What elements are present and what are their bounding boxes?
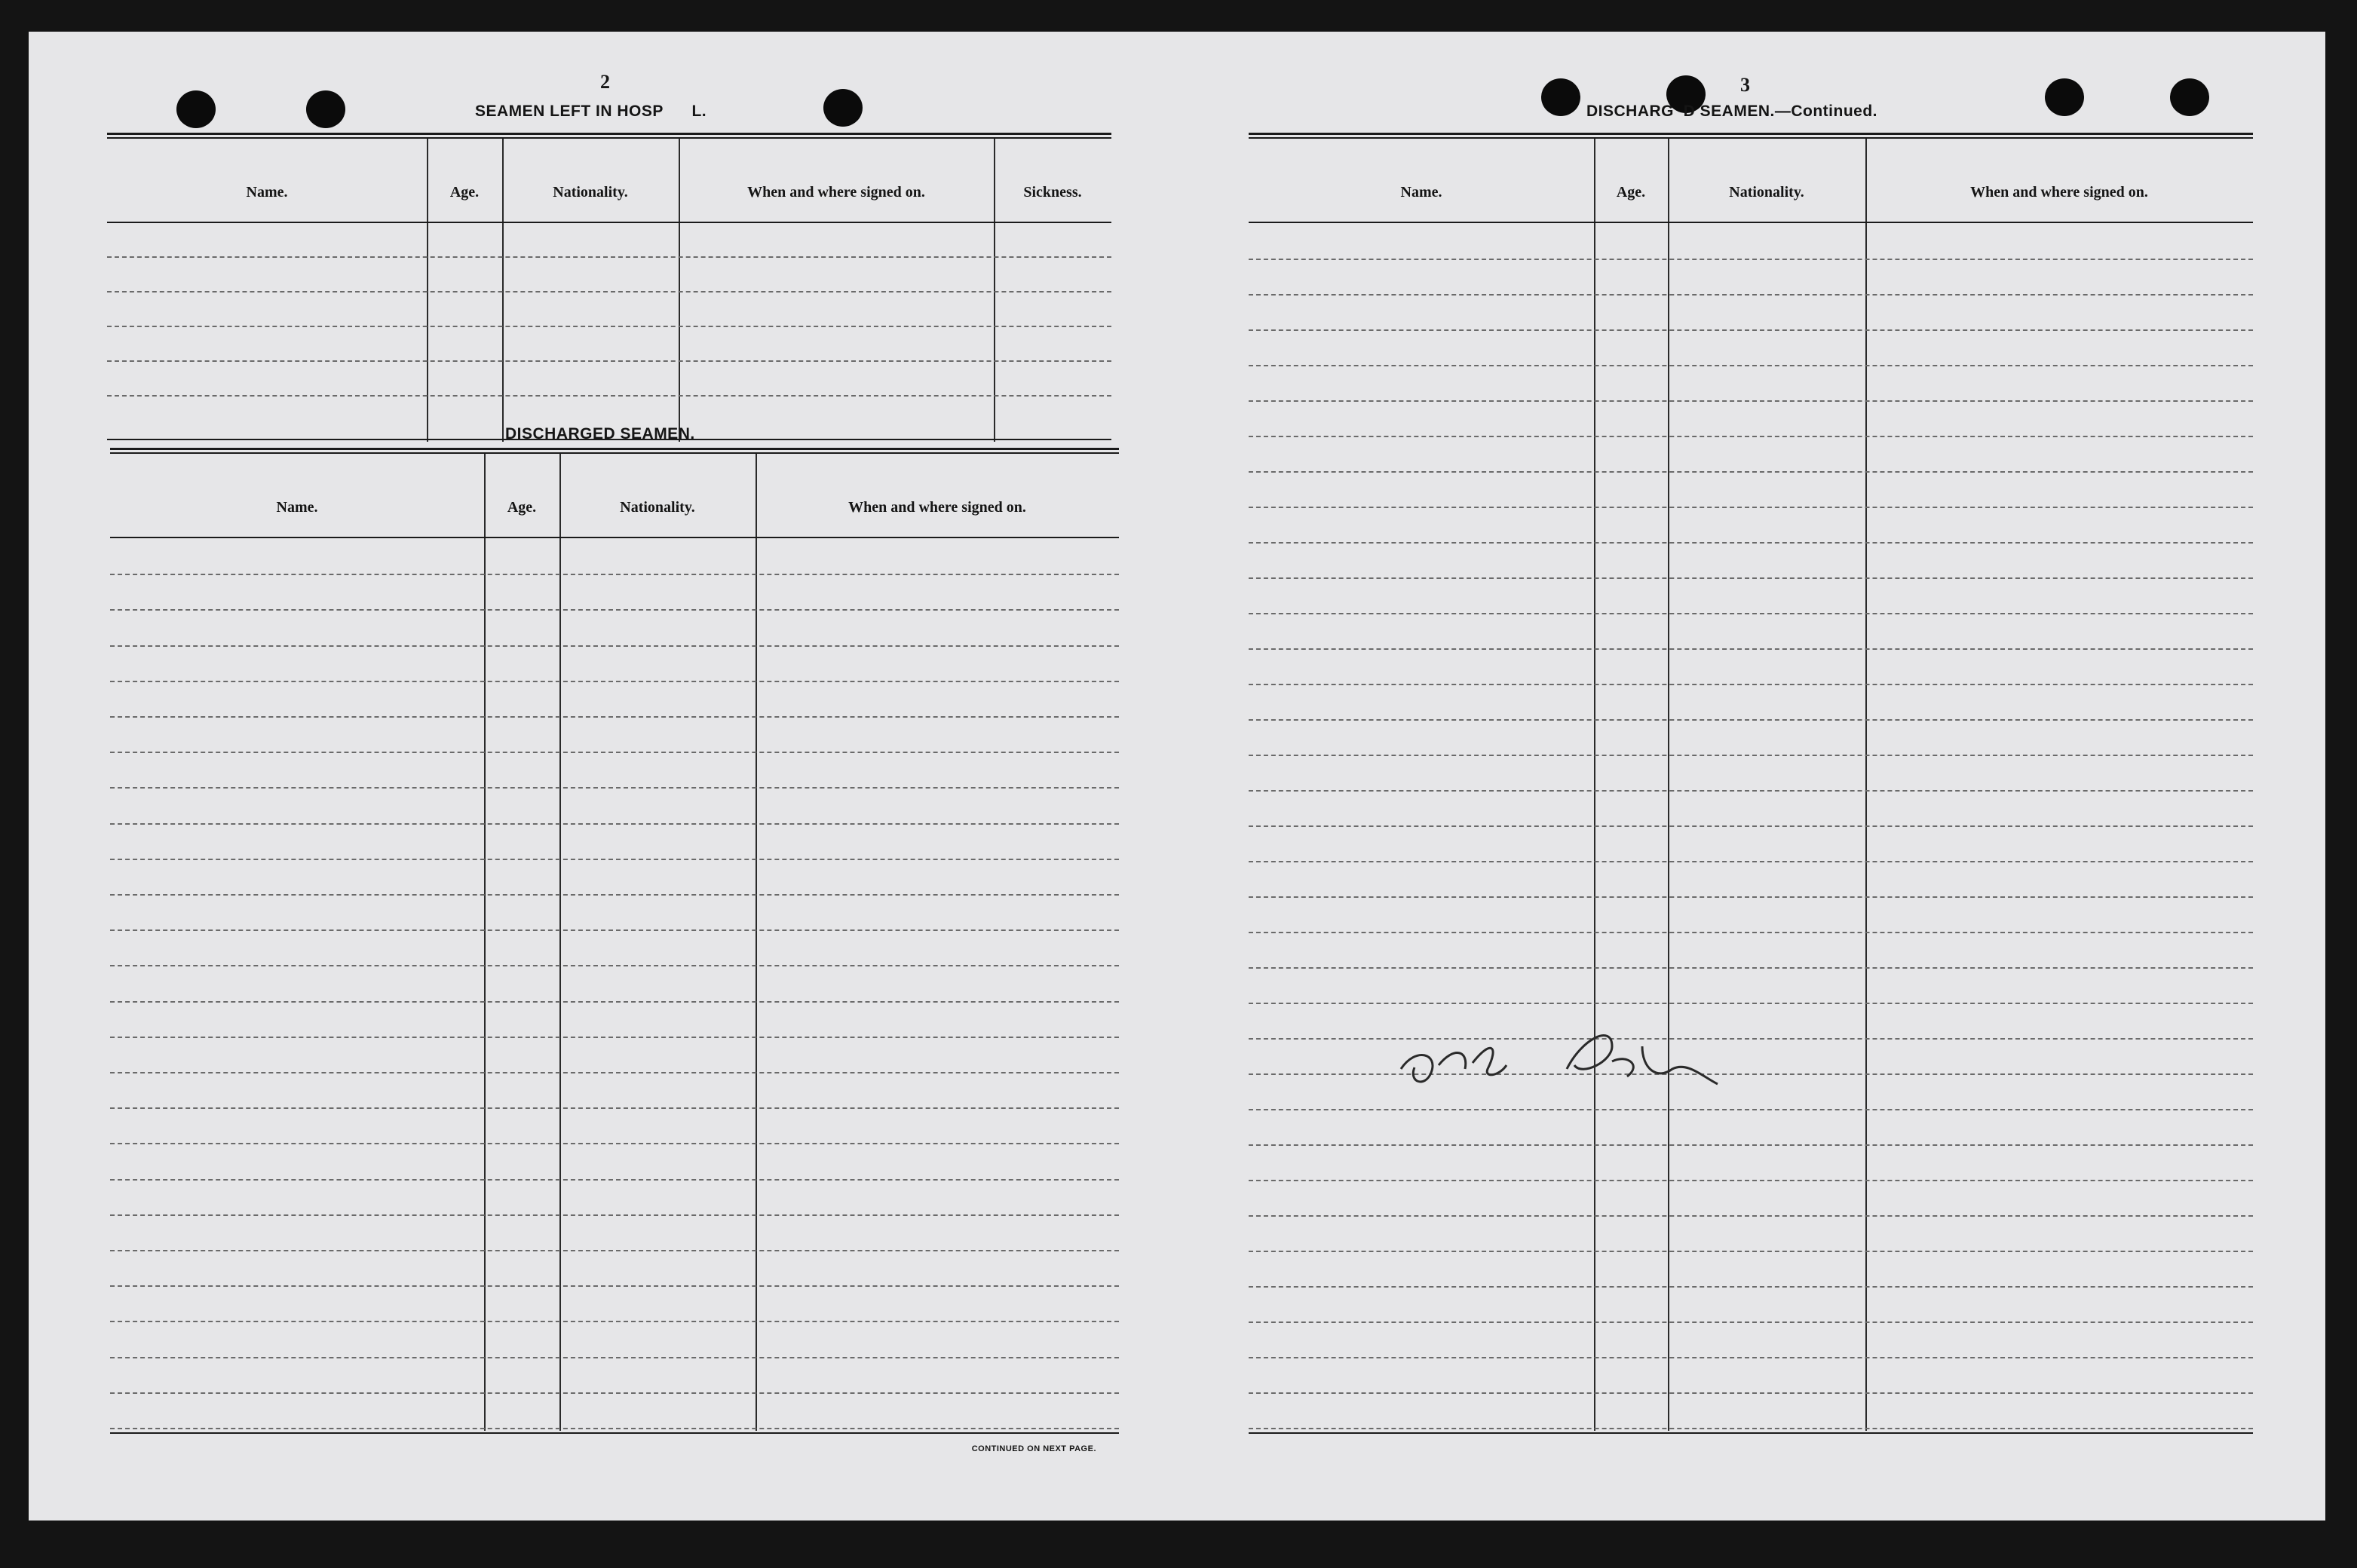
column-header-nationality: Nationality. <box>553 184 628 201</box>
table-row <box>110 609 1119 611</box>
table-row <box>1249 365 2253 366</box>
table-row <box>1249 1392 2253 1394</box>
table-row <box>110 1250 1119 1251</box>
table-row <box>110 965 1119 966</box>
table-row <box>110 1107 1119 1109</box>
column-header-age: Age. <box>449 184 480 201</box>
handwritten-signature-icon <box>1386 994 1748 1107</box>
punch-hole <box>2045 78 2084 116</box>
page-number-left: 2 <box>600 71 610 93</box>
column-header-signed-on: When and where signed on. <box>1970 184 2148 201</box>
page-number-right: 3 <box>1740 74 1750 96</box>
table-row <box>107 395 1111 397</box>
table-row <box>1249 259 2253 260</box>
table-row <box>1249 755 2253 756</box>
table-row <box>110 929 1119 931</box>
table-row <box>110 1214 1119 1216</box>
discharged-continued-title: DISCHARG D SEAMEN.—Continued. <box>1586 103 1877 120</box>
continued-note: CONTINUED ON NEXT PAGE. <box>971 1444 1096 1453</box>
table-row <box>1249 329 2253 331</box>
column-header-nationality: Nationality. <box>1729 184 1804 201</box>
punch-hole <box>176 90 216 128</box>
table-row <box>1249 1109 2253 1110</box>
table-row <box>110 716 1119 718</box>
table-row <box>110 823 1119 825</box>
column-header-signed-on: When and where signed on. <box>747 184 925 201</box>
table-row <box>1249 400 2253 402</box>
column-header-nationality: Nationality. <box>620 499 695 516</box>
punch-hole <box>306 90 345 128</box>
hospital-table <box>107 133 1111 442</box>
table-row <box>110 1285 1119 1287</box>
table-row <box>1249 1286 2253 1288</box>
punch-hole <box>823 89 863 127</box>
table-row <box>110 859 1119 860</box>
table-row <box>110 1001 1119 1003</box>
table-row <box>110 1037 1119 1038</box>
table-row <box>110 1357 1119 1358</box>
table-row <box>1249 719 2253 721</box>
table-row <box>110 752 1119 753</box>
table-row <box>110 1143 1119 1144</box>
column-header-age: Age. <box>507 499 537 516</box>
table-row <box>110 1321 1119 1322</box>
table-row <box>1249 1428 2253 1429</box>
table-row <box>1249 896 2253 898</box>
table-row <box>110 645 1119 647</box>
table-row <box>1249 1321 2253 1323</box>
table-row <box>1249 967 2253 969</box>
table-row <box>1249 542 2253 544</box>
table-row <box>1249 932 2253 933</box>
table-row <box>1249 1215 2253 1217</box>
table-row <box>1249 294 2253 296</box>
table-row <box>1249 790 2253 792</box>
punch-hole <box>2170 78 2209 116</box>
discharged-table <box>110 448 1119 1453</box>
table-row <box>107 291 1111 292</box>
table-row <box>110 1392 1119 1394</box>
table-row <box>110 787 1119 789</box>
table-row <box>1249 577 2253 579</box>
table-row <box>110 681 1119 682</box>
discharged-section-title: DISCHARGED SEAMEN. <box>505 425 695 443</box>
column-header-name: Name. <box>246 184 288 201</box>
table-row <box>110 1428 1119 1429</box>
table-row <box>1249 436 2253 437</box>
table-row <box>1249 1180 2253 1181</box>
hospital-section-title: SEAMEN LEFT IN HOSP L. <box>475 103 707 120</box>
table-row <box>1249 1251 2253 1252</box>
discharged-continued-table <box>1249 133 2253 1437</box>
table-row <box>107 326 1111 327</box>
table-row <box>110 894 1119 896</box>
table-row <box>1249 1357 2253 1358</box>
table-row <box>107 360 1111 362</box>
table-row <box>1249 613 2253 614</box>
table-row <box>1249 684 2253 685</box>
column-header-name: Name. <box>1400 184 1442 201</box>
table-row <box>1249 471 2253 473</box>
column-header-age: Age. <box>1616 184 1646 201</box>
table-row <box>110 1072 1119 1073</box>
table-row <box>110 1179 1119 1181</box>
column-header-name: Name. <box>276 499 318 516</box>
table-row <box>1249 507 2253 508</box>
ledger-sheet <box>29 32 2325 1521</box>
column-header-sickness: Sickness. <box>1023 184 1082 201</box>
table-row <box>107 256 1111 258</box>
table-row <box>1249 1144 2253 1146</box>
column-header-signed-on: When and where signed on. <box>848 499 1026 516</box>
table-row <box>1249 825 2253 827</box>
table-row <box>1249 648 2253 650</box>
punch-hole <box>1541 78 1580 116</box>
table-row <box>1249 861 2253 862</box>
table-row <box>110 574 1119 575</box>
